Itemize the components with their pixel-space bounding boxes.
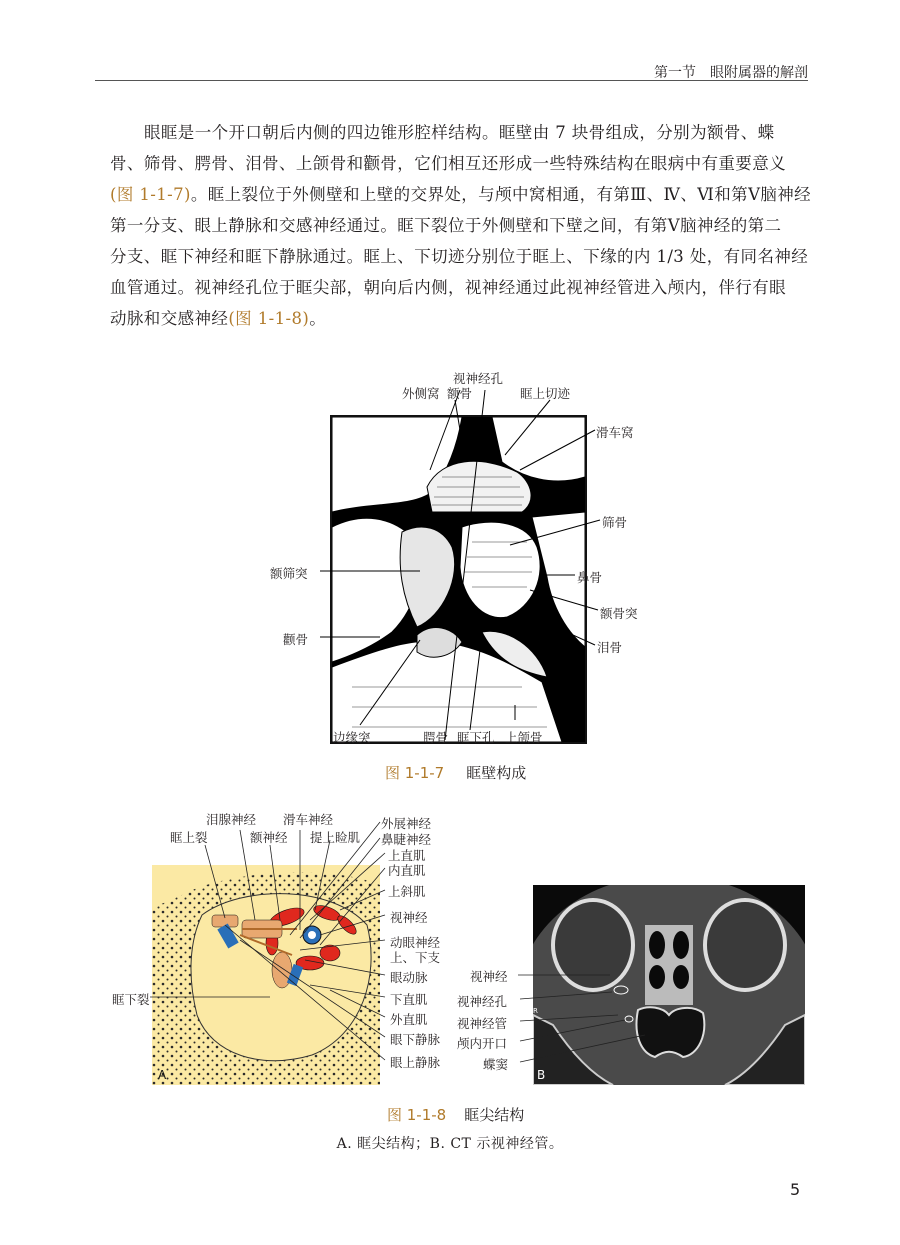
label-lateral-fossa: 外侧窝	[402, 386, 440, 401]
label-lacrimal-nerve: 泪腺神经	[206, 812, 257, 827]
panel-b-letter: B	[537, 1068, 546, 1082]
label-maxilla: 上颌骨	[505, 730, 543, 745]
label-superior-rectus: 上直肌	[388, 848, 426, 863]
label-frontal-bone: 额骨	[447, 386, 473, 401]
label-superior-oblique: 上斜肌	[388, 884, 426, 899]
body-line-5: 分支、眶下神经和眶下静脉通过。眶上、下切迹分别位于眶上、下缘的内 1/3 处，有同名神经	[110, 247, 809, 266]
ct-side-marker: R	[533, 1007, 538, 1015]
label-nasal-bone: 鼻骨	[577, 570, 603, 585]
label-palatine: 腭骨	[423, 730, 449, 745]
label-zygomatic: 颧骨	[283, 632, 309, 647]
running-header: 第一节 眼附属器的解剖	[654, 65, 808, 81]
label-frontal-nerve: 额神经	[250, 830, 288, 845]
body-line-2: 骨、筛骨、腭骨、泪骨、上颌骨和颧骨，它们相互还形成一些特殊结构在眼病中有重要意义	[110, 154, 786, 173]
body-line-6: 血管通过。视神经孔位于眶尖部，朝向后内侧，视神经通过此视神经管进入颅内，伴行有眼	[110, 278, 786, 297]
label-ct-optic-nerve: 视神经	[470, 969, 508, 984]
label-ct-intracranial-opening: 颅内开口	[457, 1036, 508, 1051]
label-ct-optic-canal: 视神经管	[457, 1016, 508, 1031]
label-inferior-ophthalmic-vein: 眼下静脉	[390, 1032, 441, 1047]
figure2-subcaption: A. 眶尖结构；B. CT 示视神经管。	[336, 1136, 564, 1152]
label-oculomotor-nerve: 动眼神经	[390, 935, 441, 950]
label-inferior-orbital-fissure: 眶下裂	[112, 992, 150, 1007]
label-levator: 提上睑肌	[310, 830, 361, 845]
label-superior-ophthalmic-vein: 眼上静脉	[390, 1055, 441, 1070]
body-line-3: (图 1-1-7)。眶上裂位于外侧壁和上壁的交界处，与颅中窝相通，有第Ⅲ、Ⅳ、Ⅵ和第Ⅴ脑神经	[110, 185, 812, 204]
label-optic-nerve-a: 视神经	[390, 910, 428, 925]
label-abducens-nerve: 外展神经	[381, 816, 432, 831]
label-supraorbital-notch: 眶上切迹	[520, 386, 571, 401]
label-medial-rectus: 内直肌	[388, 863, 426, 878]
label-superior-orbital-fissure: 眶上裂	[170, 830, 208, 845]
label-trochlear-fossa: 滑车窝	[596, 425, 634, 440]
label-infraorbital-foramen: 眶下孔	[457, 730, 495, 745]
label-ethmoid: 筛骨	[602, 515, 628, 530]
page-number: 5	[790, 1180, 801, 1199]
label-lacrimal: 泪骨	[597, 640, 623, 655]
label-oculomotor-branches: 上、下支	[390, 950, 441, 965]
label-inferior-rectus: 下直肌	[390, 992, 428, 1007]
figure-reference: (图 1-1-8)	[228, 309, 310, 328]
figure-reference: (图 1-1-7)	[110, 185, 191, 204]
panel-a-letter: A	[158, 1068, 167, 1082]
body-line-1: 眼眶是一个开口朝后内侧的四边锥形腔样结构。眶壁由 7 块骨组成，分别为额骨、蝶	[144, 123, 775, 142]
label-ct-sphenoid-sinus: 蝶窦	[483, 1057, 509, 1072]
label-lateral-rectus: 外直肌	[390, 1012, 428, 1027]
label-optic-foramen: 视神经孔	[453, 371, 504, 386]
label-ct-optic-foramen: 视神经孔	[457, 994, 508, 1009]
label-frontal-process: 额骨突	[600, 606, 638, 621]
label-nasociliary-nerve: 鼻睫神经	[381, 832, 432, 847]
body-line-7: 动脉和交感神经(图 1-1-8)。	[110, 309, 327, 328]
label-trochlear-nerve: 滑车神经	[283, 812, 334, 827]
figure1-caption: 图 1-1-7 眶壁构成	[385, 764, 527, 782]
body-line-4: 第一分支、眼上静脉和交感神经通过。眶下裂位于外侧壁和下壁之间，有第Ⅴ脑神经的第二	[110, 216, 782, 235]
figure2-caption: 图 1-1-8 眶尖结构	[387, 1106, 525, 1124]
label-frontoethmoidal-process: 额筛突	[270, 566, 308, 581]
label-marginal-process: 边缘突	[333, 730, 371, 745]
label-ophthalmic-artery: 眼动脉	[390, 970, 428, 985]
